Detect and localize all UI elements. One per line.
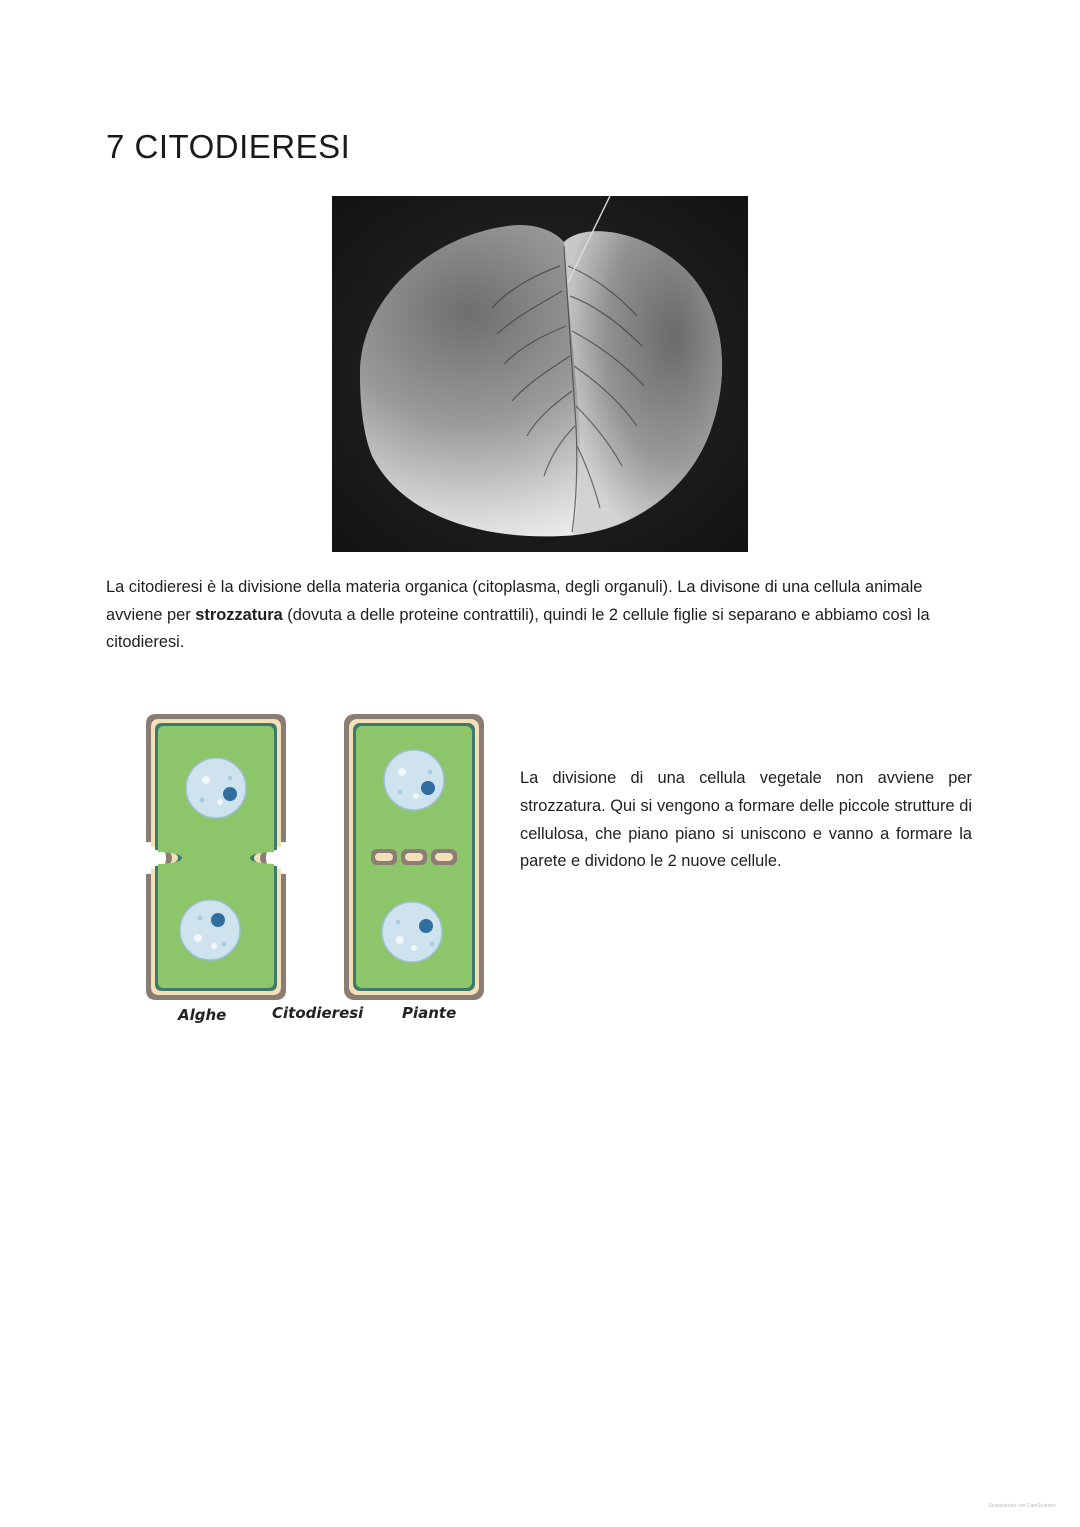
scanner-watermark: Scansionato con CamScanner xyxy=(988,1503,1056,1509)
plant-cell xyxy=(344,714,484,1000)
paragraph1-text-b: (dovuta a delle proteine contrattili), quindi le 2 cellule figlie si separano e abbiamo così la citodieresi. xyxy=(106,605,930,651)
page-title: 7 CITODIERESI xyxy=(106,128,351,165)
plant-cytokinesis-paragraph: La divisione di una cellula vegetale non avviene per strozzatura. Qui si vengono a formare delle piccole strutture di cellulosa, che piano piano si uniscono e vanno a formare la parete e dividono le 2 nuove cellule. xyxy=(520,769,972,871)
algae-nucleus-top xyxy=(186,758,246,818)
algae-nucleus-bottom xyxy=(180,900,240,960)
plant-nucleus-bottom xyxy=(382,902,442,962)
plant-nucleus-top xyxy=(384,750,444,810)
cell-plate-vesicles xyxy=(371,849,457,865)
label-citodieresi: Citodieresi xyxy=(272,1004,364,1022)
strozzatura-keyword: strozzatura xyxy=(195,605,283,624)
label-alghe: Alghe xyxy=(178,1006,227,1024)
plant-cytokinesis-diagram xyxy=(140,708,490,1028)
paragraph1-text-a: La citodieresi è la divisione della materia organica (citoplasma, degli organuli). La divisone di una cellula animale avviene per xyxy=(106,578,923,624)
algae-cell xyxy=(146,714,286,1000)
animal-cytokinesis-paragraph xyxy=(106,574,976,657)
cleavage-furrow-micrograph xyxy=(332,196,748,552)
label-piante: Piante xyxy=(402,1004,457,1022)
